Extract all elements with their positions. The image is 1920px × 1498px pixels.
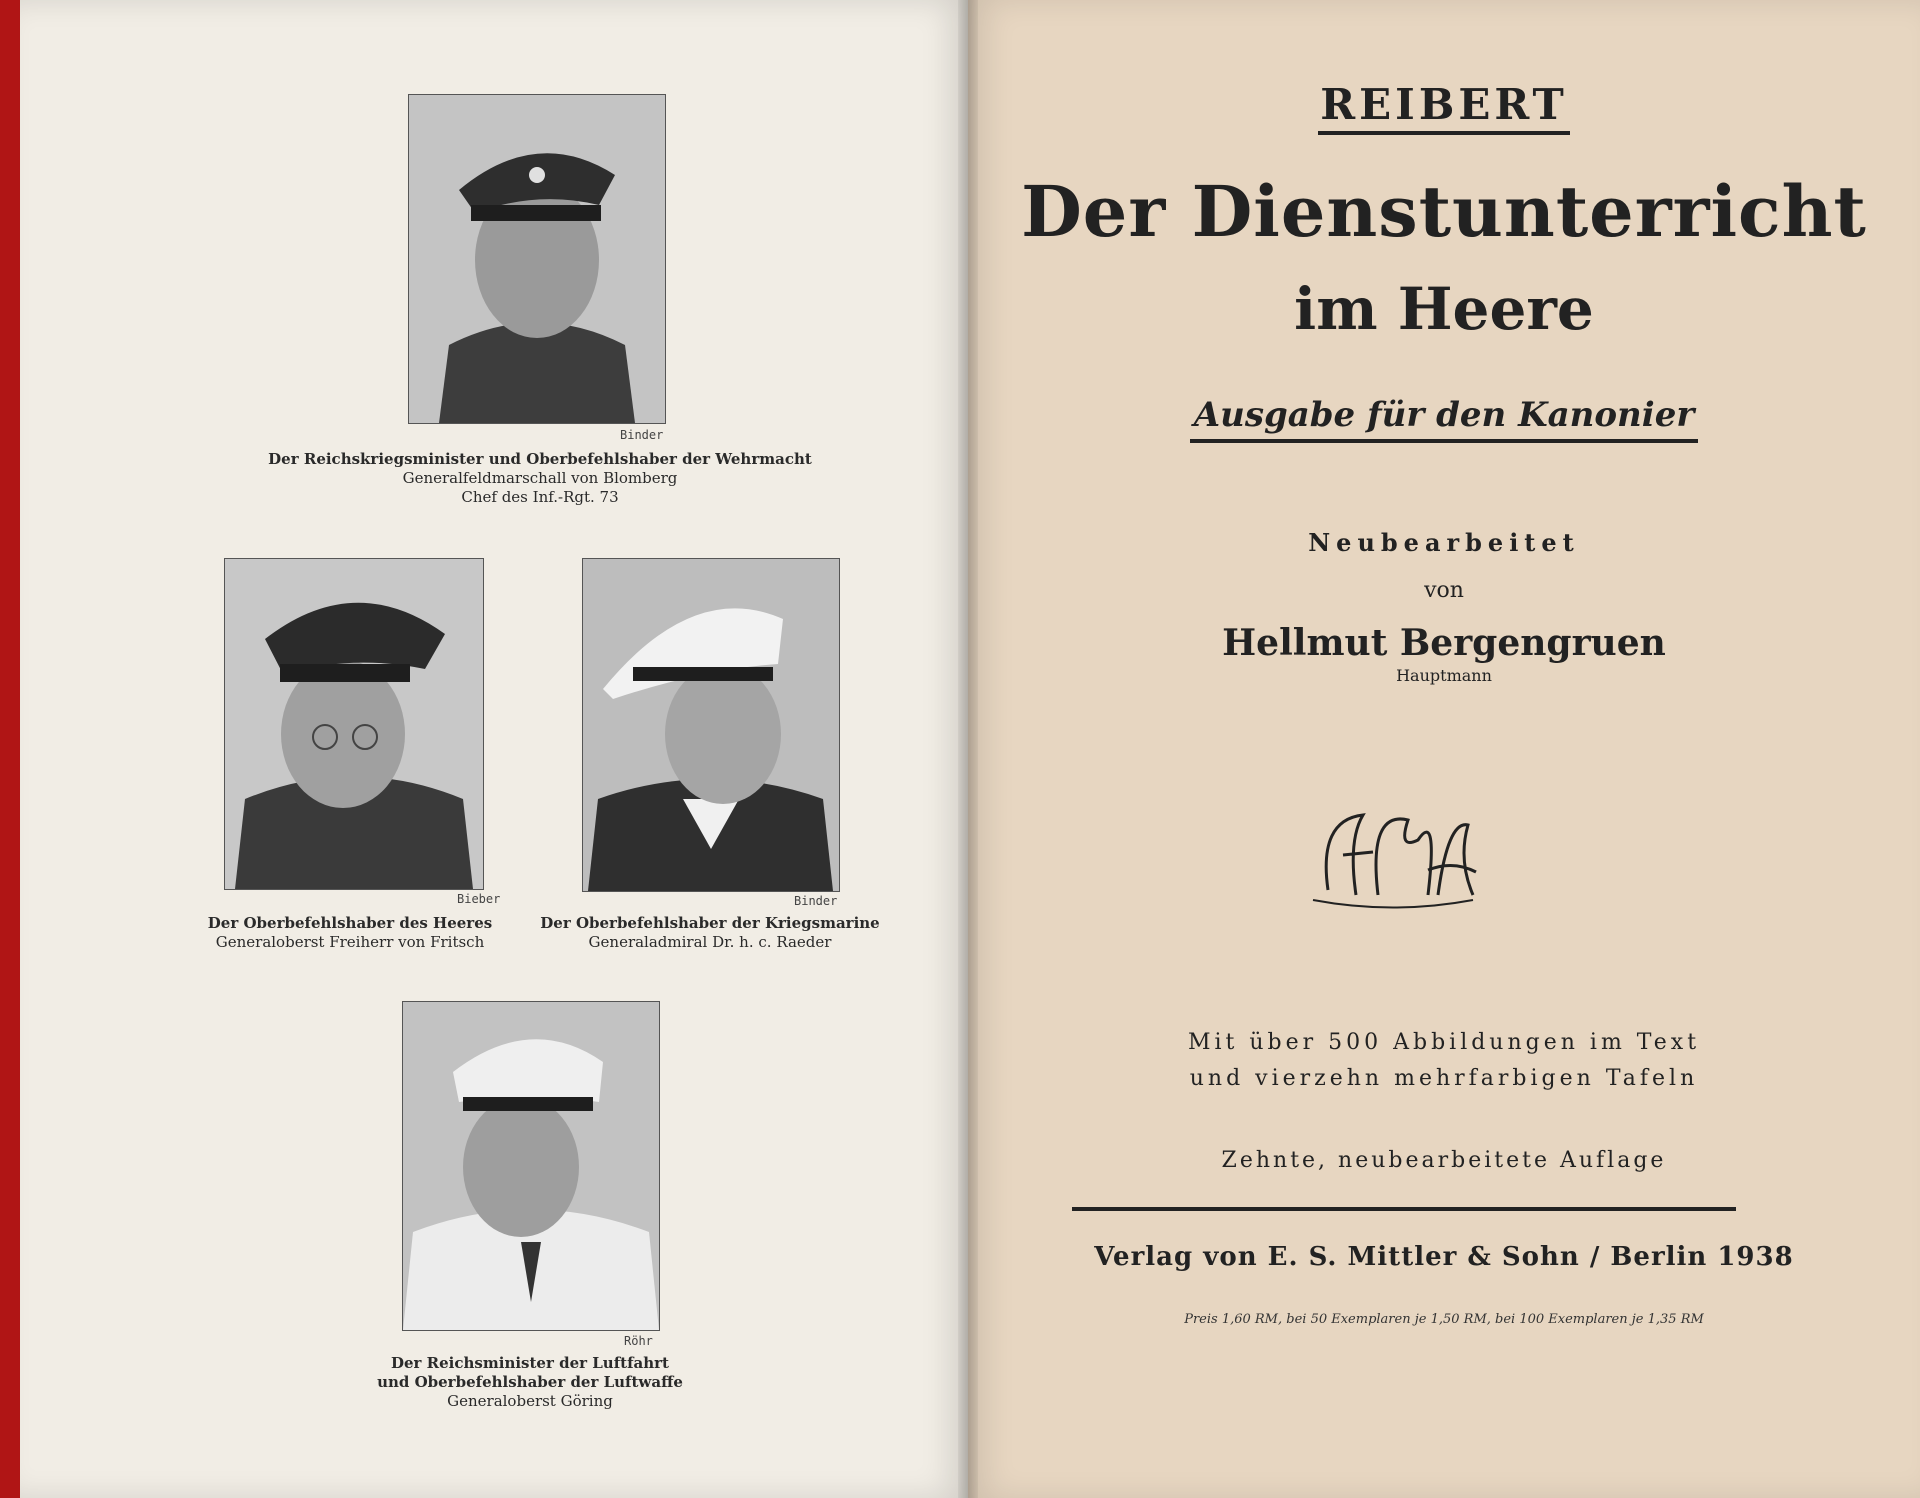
publisher-monogram-icon [1308,800,1478,910]
caption-name: Generaloberst Göring [447,1392,613,1410]
caption-title: Der Oberbefehlshaber der Kriegsmarine [540,914,880,932]
photo-credit: Binder [794,894,838,908]
illustrations-line2: und vierzehn mehrfarbigen Tafeln [1189,1066,1699,1091]
photo-credit: Binder [620,428,664,442]
illustrations-line1: Mit über 500 Abbildungen im Text [1187,1030,1701,1055]
edition: Zehnte, neubearbeitete Auflage [1221,1148,1667,1173]
book-subtitle: Ausgabe für den Kanonier [968,395,1920,435]
portrait-admiral-icon [583,559,839,891]
caption-name: Generalfeldmarschall von Blomberg [402,469,678,487]
portrait-caption [230,450,850,507]
photo-credit: Bieber [457,892,501,906]
publisher-line: Verlag von E. S. Mittler & Sohn / Berlin 1938 [1094,1242,1794,1272]
portrait-officer-icon [403,1002,659,1330]
price-line: Preis 1,60 RM, bei 50 Exemplaren je 1,50 RM, bei 100 Exemplaren je 1,35 RM [1184,1312,1704,1327]
book-title-line2: im Heere [1294,275,1594,343]
caption-title: Der Reichskriegsminister und Oberbefehlshaber der Wehrmacht [268,450,812,468]
divider-rule [1072,1207,1736,1211]
revised-label: Neubearbeitet [1308,528,1580,557]
series-name: REIBERT [968,80,1920,129]
book-title-line1: Der Dienstunterricht [1021,170,1867,253]
portrait-photo-fritsch [224,558,484,890]
portrait-caption [190,914,510,952]
portrait-photo-blomberg [408,94,666,424]
portrait-officer-icon [225,559,483,889]
author-rank: Hauptmann [1396,666,1492,685]
caption-title-line2: und Oberbefehlshaber der Luftwaffe [377,1373,683,1391]
portrait-caption [330,1354,730,1411]
portrait-photo-goering [402,1001,660,1331]
portrait-photo-raeder [582,558,840,892]
caption-title: Der Reichsminister der Luftfahrt [391,1354,669,1372]
caption-title: Der Oberbefehlshaber des Heeres [207,914,493,932]
photo-credit: Röhr [624,1334,653,1348]
portrait-caption [540,914,880,952]
caption-extra: Chef des Inf.-Rgt. 73 [461,488,619,506]
by-label: von [1424,578,1464,603]
caption-name: Generaladmiral Dr. h. c. Raeder [588,933,832,951]
binding-edge [0,0,20,1498]
portrait-officer-icon [409,95,665,423]
caption-name: Generaloberst Freiherr von Fritsch [215,933,485,951]
author-name: Hellmut Bergengruen [1222,622,1666,664]
